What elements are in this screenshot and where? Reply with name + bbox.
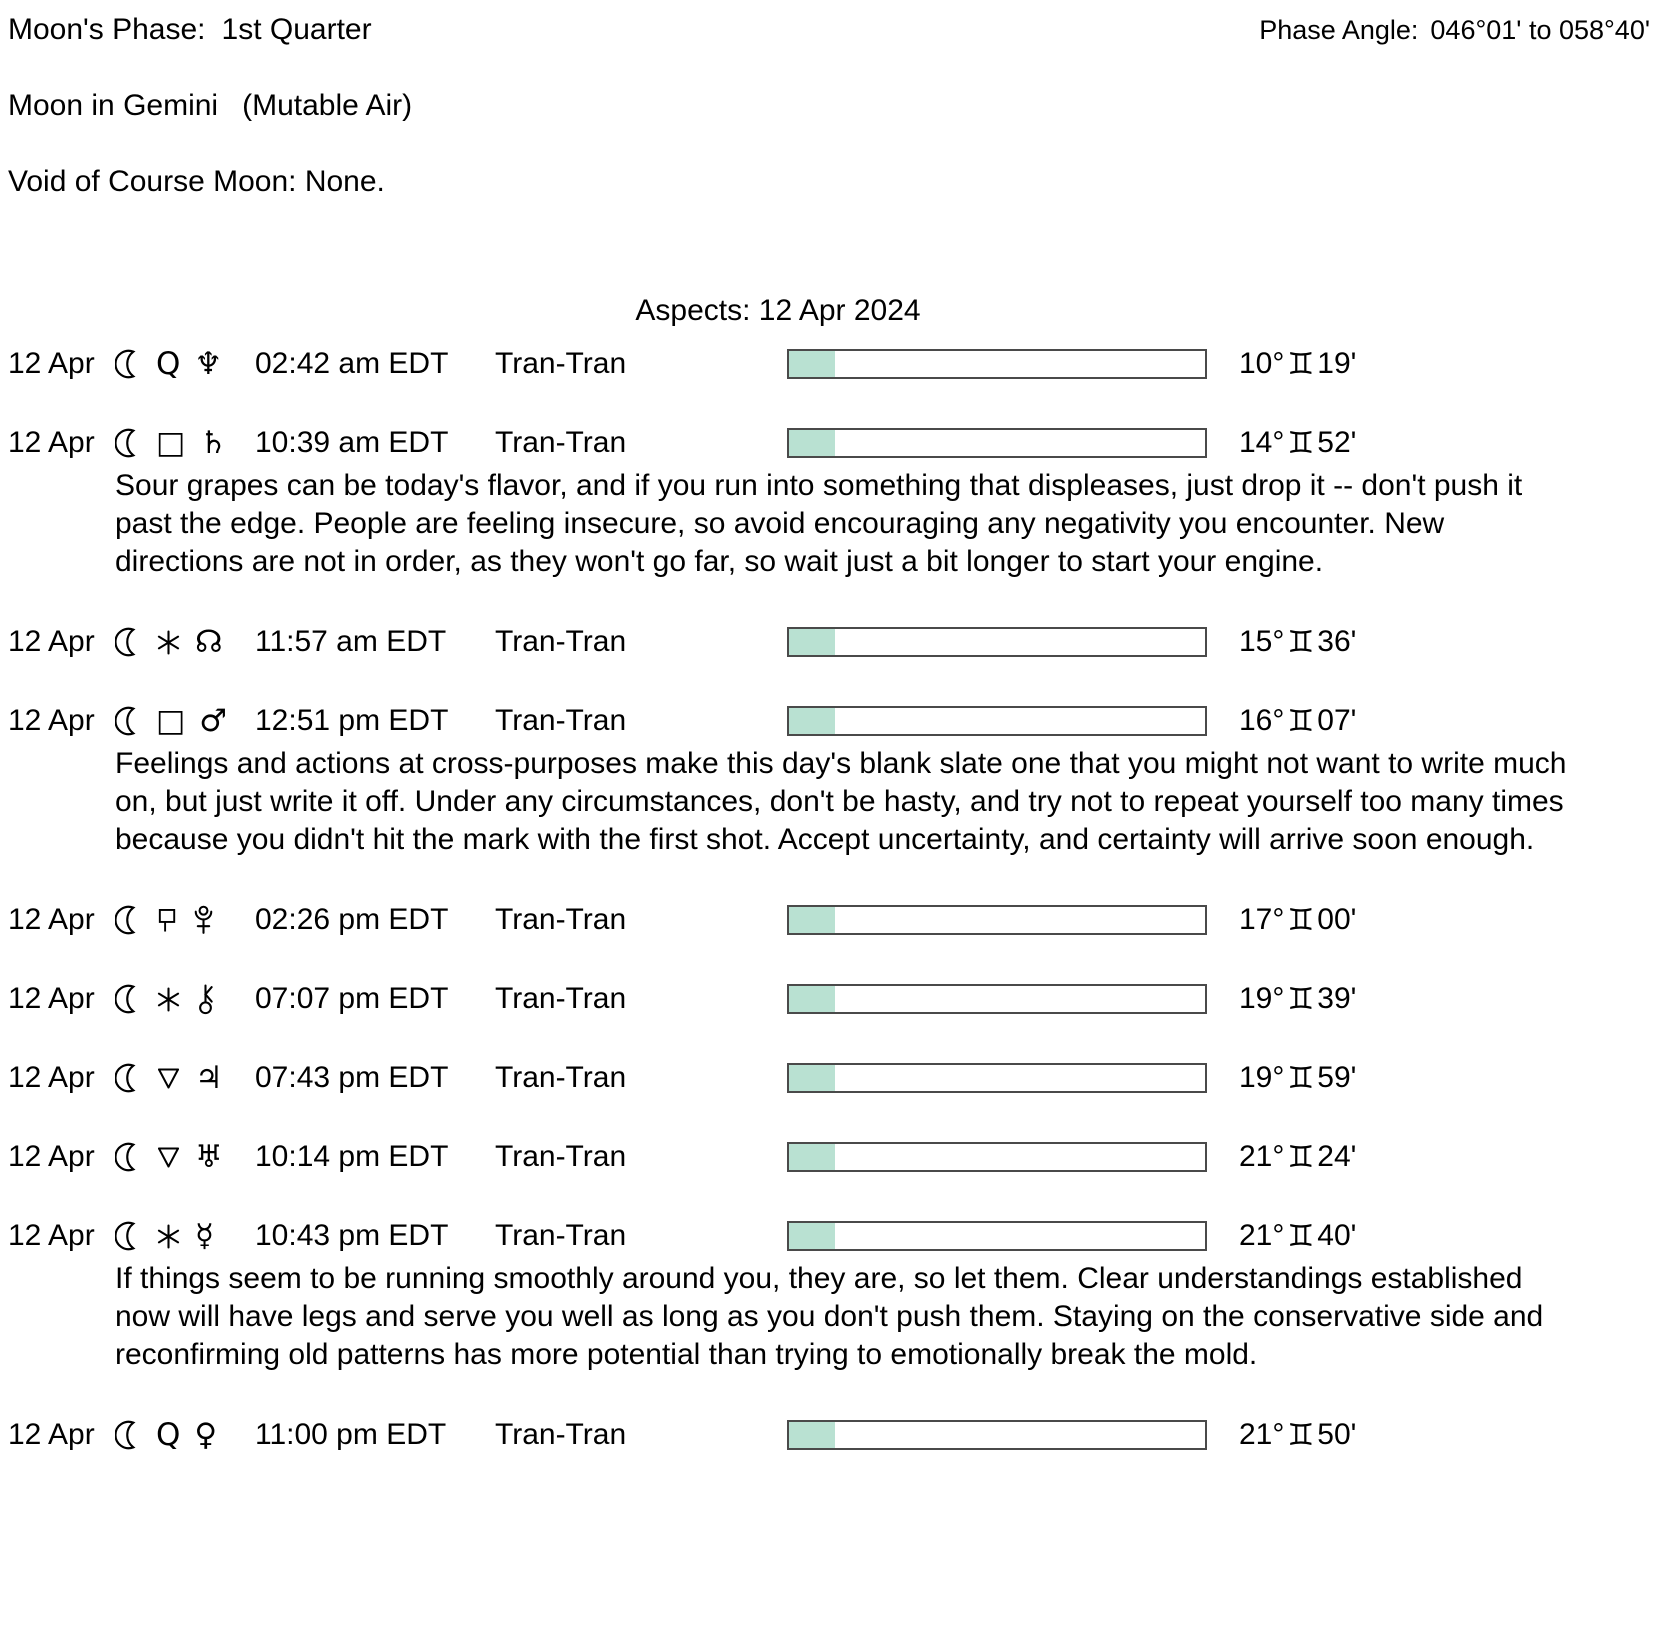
aspect-type: Tran-Tran (495, 1140, 627, 1173)
aspect-symbols (115, 1060, 255, 1096)
aspect-symbols (115, 703, 255, 739)
aspect-time: 10:43 pm EDT (255, 1219, 449, 1252)
moon-icon (115, 1221, 142, 1251)
aspect-date: 12 Apr (8, 982, 95, 1015)
aspect-position (1239, 704, 1656, 739)
gemini-icon: ♊ (1287, 703, 1315, 739)
aspect-row (8, 346, 1656, 382)
position-minutes: 40' (1317, 1219, 1357, 1252)
gemini-icon: ♊ (1287, 981, 1315, 1017)
aspect-symbols (115, 984, 255, 1015)
moons-phase-value: 1st Quarter (221, 13, 372, 46)
moon-element-text: (Mutable Air) (242, 89, 413, 122)
sextile-icon (156, 1224, 181, 1249)
moon-icon (115, 984, 142, 1014)
aspect-position (1239, 1140, 1656, 1175)
jupiter-icon: ♃ (195, 1060, 223, 1096)
position-degrees: 21° (1239, 1418, 1285, 1451)
sesquiquadrate-icon (156, 906, 179, 935)
aspects-list (8, 346, 1656, 1453)
orb-progress-fill (789, 1065, 835, 1091)
orb-progress-bar (787, 1221, 1207, 1251)
moon-icon (115, 1142, 142, 1172)
moon-icon (115, 349, 142, 379)
phase-angle-value: 046°01' to 058°40' (1430, 15, 1650, 45)
gemini-icon: ♊ (1287, 346, 1315, 382)
aspect-description: Feelings and actions at cross-purposes make this day's blank slate one that you might not want to write much on, but just write it off. Under any circumstances, don't be hasty, and try not to repeat yourself too many times because you didn't hit the mark with the first shot. Accept uncertainty, and certainty will arrive soon enough. (115, 747, 1567, 856)
quintile-icon: Q (156, 1417, 181, 1453)
moons-phase-label: Moon's Phase: (8, 13, 206, 46)
aspect-position (1239, 1418, 1656, 1453)
position-degrees: 14° (1239, 426, 1285, 459)
aspect-row (8, 1417, 1656, 1453)
moon-icon (115, 627, 142, 657)
aspect-time: 02:42 am EDT (255, 347, 449, 380)
phase-angle-label: Phase Angle: (1259, 15, 1419, 45)
aspect-position (1239, 903, 1656, 938)
orb-progress-bar (787, 1063, 1207, 1093)
aspect-type: Tran-Tran (495, 704, 627, 737)
pluto-icon (193, 905, 214, 936)
gemini-icon: ♊ (1287, 1218, 1315, 1254)
orb-progress-bar (787, 349, 1207, 379)
moon-icon (115, 905, 142, 935)
uranus-icon: ♅ (195, 1139, 223, 1175)
aspect-time: 10:39 am EDT (255, 426, 449, 459)
position-minutes: 50' (1317, 1418, 1357, 1451)
orb-progress-fill (789, 1223, 835, 1249)
aspect-description: Sour grapes can be today's flavor, and if you run into something that displeases, just drop it -- don't push it past the edge. People are feeling insecure, so avoid encouraging any negativity you encounter. New directions are not in order, as they won't go far, so wait just a bit longer to start your engine. (115, 469, 1523, 578)
sextile-icon (156, 630, 181, 655)
orb-progress-fill (789, 1144, 835, 1170)
square-icon: □ (156, 703, 186, 739)
aspect-date: 12 Apr (8, 1140, 95, 1173)
aspect-date: 12 Apr (8, 347, 95, 380)
aspect-type: Tran-Tran (495, 982, 627, 1015)
aspect-symbols (115, 346, 255, 382)
aspect-symbols (115, 1218, 255, 1254)
aspects-heading: Aspects: 12 Apr 2024 (635, 294, 921, 327)
position-minutes: 52' (1317, 426, 1357, 459)
gemini-icon: ♊ (1287, 624, 1315, 660)
aspect-position (1239, 982, 1656, 1017)
aspect-date: 12 Apr (8, 704, 95, 737)
position-minutes: 39' (1317, 982, 1357, 1015)
position-degrees: 19° (1239, 1061, 1285, 1094)
neptune-icon: ♆ (194, 346, 223, 382)
orb-progress-bar (787, 428, 1207, 458)
orb-progress-bar (787, 627, 1207, 657)
orb-progress-fill (789, 986, 835, 1012)
saturn-icon: ♄ (199, 425, 228, 461)
orb-progress-fill (789, 629, 835, 655)
aspect-row (8, 624, 1656, 660)
position-degrees: 19° (1239, 982, 1285, 1015)
orb-progress-fill (789, 1422, 835, 1448)
position-degrees: 10° (1239, 347, 1285, 380)
semisextile-icon (156, 1145, 181, 1169)
aspect-type: Tran-Tran (495, 1061, 627, 1094)
moon-sign-text: Moon in Gemini (8, 89, 219, 122)
gemini-icon: ♊ (1287, 1417, 1315, 1453)
aspect-date: 12 Apr (8, 1061, 95, 1094)
aspect-position (1239, 1061, 1656, 1096)
aspect-type: Tran-Tran (495, 1219, 627, 1252)
phase-angle (1259, 14, 1650, 46)
position-degrees: 17° (1239, 903, 1285, 936)
aspect-symbols (115, 624, 255, 660)
north-node-icon: ☊ (195, 624, 223, 660)
aspect-row (8, 703, 1656, 739)
aspect-position (1239, 347, 1656, 382)
aspect-position (1239, 1219, 1656, 1254)
aspect-description: If things seem to be running smoothly around you, they are, so let them. Clear understandings established now will have legs and serve you well as long as you don't push them. Staying on the conservative side and reconfirming old patterns has more potential than trying to emotionally break the mold. (115, 1262, 1544, 1371)
aspect-row (8, 981, 1656, 1017)
gemini-icon: ♊ (1287, 425, 1315, 461)
position-minutes: 00' (1317, 903, 1357, 936)
position-minutes: 19' (1317, 347, 1357, 380)
position-minutes: 24' (1317, 1140, 1357, 1173)
aspect-type: Tran-Tran (495, 347, 627, 380)
gemini-icon: ♊ (1287, 1139, 1315, 1175)
aspect-position (1239, 426, 1656, 461)
header (8, 12, 1656, 200)
aspect-time: 07:43 pm EDT (255, 1061, 449, 1094)
aspect-type: Tran-Tran (495, 903, 627, 936)
orb-progress-fill (789, 430, 835, 456)
moon-icon (115, 428, 142, 458)
position-degrees: 21° (1239, 1140, 1285, 1173)
aspect-date: 12 Apr (8, 625, 95, 658)
moon-icon (115, 1063, 142, 1093)
position-minutes: 36' (1317, 625, 1357, 658)
aspect-row (8, 902, 1656, 938)
aspect-row (8, 1060, 1656, 1096)
aspect-date: 12 Apr (8, 903, 95, 936)
aspect-symbols (115, 1139, 255, 1175)
moon-icon (115, 1420, 142, 1450)
position-minutes: 07' (1317, 704, 1357, 737)
mars-icon: ♂ (199, 703, 228, 739)
sextile-icon (156, 987, 181, 1012)
orb-progress-fill (789, 351, 835, 377)
aspect-time: 02:26 pm EDT (255, 903, 449, 936)
aspect-date: 12 Apr (8, 426, 95, 459)
aspect-row (8, 425, 1656, 461)
orb-progress-bar (787, 905, 1207, 935)
chiron-icon (195, 984, 216, 1015)
aspect-time: 10:14 pm EDT (255, 1140, 449, 1173)
aspect-time: 12:51 pm EDT (255, 704, 449, 737)
position-minutes: 59' (1317, 1061, 1357, 1094)
aspect-position (1239, 625, 1656, 660)
aspect-row (8, 1218, 1656, 1254)
gemini-icon: ♊ (1287, 1060, 1315, 1096)
aspect-type: Tran-Tran (495, 1418, 627, 1451)
moon-sign-line (8, 88, 1656, 124)
aspect-symbols (115, 905, 255, 936)
aspect-symbols (115, 1417, 255, 1453)
aspect-row (8, 1139, 1656, 1175)
aspect-type: Tran-Tran (495, 625, 627, 658)
aspect-time: 11:00 pm EDT (255, 1418, 447, 1451)
semisextile-icon (156, 1066, 181, 1090)
aspect-symbols (115, 425, 255, 461)
quintile-icon: Q (156, 346, 181, 382)
position-degrees: 16° (1239, 704, 1285, 737)
orb-progress-bar (787, 706, 1207, 736)
orb-progress-fill (789, 907, 835, 933)
moon-icon (115, 706, 142, 736)
aspect-time: 11:57 am EDT (255, 625, 447, 658)
aspect-date: 12 Apr (8, 1418, 95, 1451)
aspect-time: 07:07 pm EDT (255, 982, 449, 1015)
orb-progress-bar (787, 1142, 1207, 1172)
orb-progress-bar (787, 1420, 1207, 1450)
position-degrees: 21° (1239, 1219, 1285, 1252)
position-degrees: 15° (1239, 625, 1285, 658)
orb-progress-bar (787, 984, 1207, 1014)
mercury-icon: ☿ (195, 1218, 215, 1254)
venus-icon: ♀ (194, 1417, 218, 1453)
aspect-date: 12 Apr (8, 1219, 95, 1252)
void-of-course-line: Void of Course Moon: None. (8, 165, 385, 198)
gemini-icon: ♊ (1287, 902, 1315, 938)
aspect-type: Tran-Tran (495, 426, 627, 459)
square-icon: □ (156, 425, 186, 461)
orb-progress-fill (789, 708, 835, 734)
